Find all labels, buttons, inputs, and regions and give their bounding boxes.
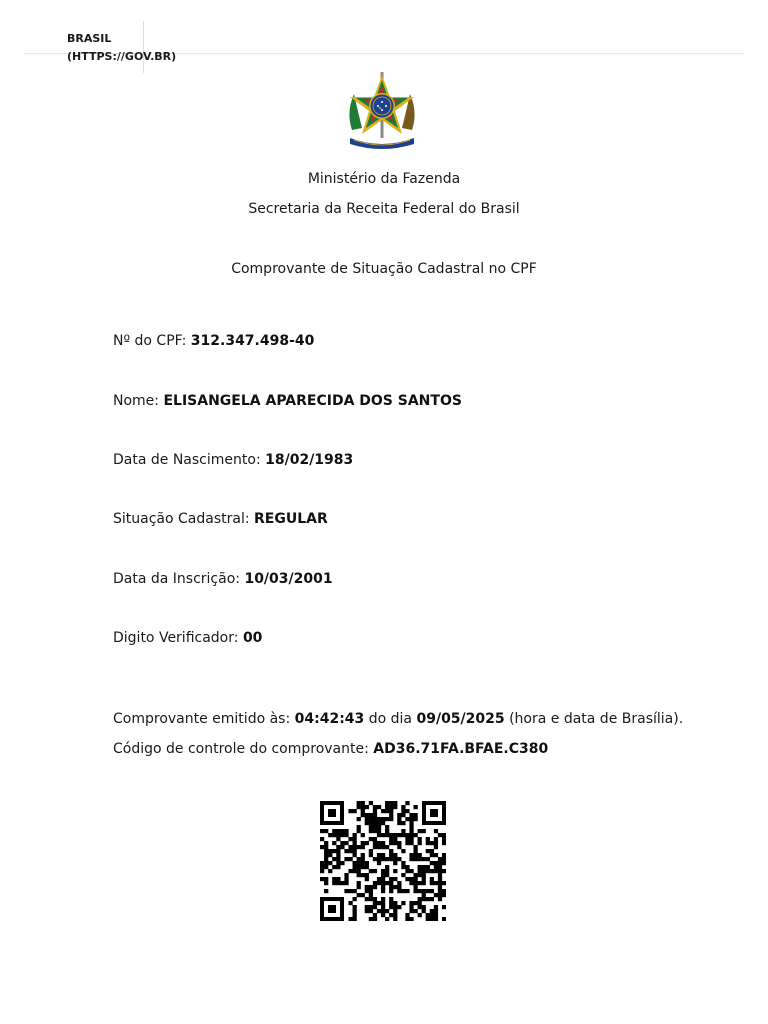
brand-url: (HTTPS://GOV.BR) bbox=[67, 50, 177, 63]
check-digit-field bbox=[113, 629, 262, 647]
birth-date-value: 18/02/1983 bbox=[265, 452, 354, 468]
qr-code-icon bbox=[320, 801, 446, 921]
emission-prefix: Comprovante emitido às: bbox=[113, 711, 291, 727]
registration-date-label: Data da Inscrição: bbox=[113, 571, 240, 587]
ministry-name: Ministério da Fazenda bbox=[307, 171, 461, 187]
document-title: Comprovante de Situação Cadastral no CPF bbox=[231, 261, 537, 277]
control-code-label: Código de controle do comprovante: bbox=[113, 741, 369, 757]
emission-time: 04:42:43 bbox=[294, 711, 365, 727]
registration-date-value: 10/03/2001 bbox=[244, 571, 333, 587]
status-label: Situação Cadastral: bbox=[113, 511, 250, 527]
check-digit-value: 00 bbox=[242, 630, 263, 646]
cpf-value: 312.347.498-40 bbox=[190, 333, 315, 349]
birth-date-label: Data de Nascimento: bbox=[113, 452, 261, 468]
registration-date-field bbox=[113, 570, 333, 588]
emission-date: 09/05/2025 bbox=[416, 711, 505, 727]
gov-br-link[interactable] bbox=[67, 30, 187, 66]
brazil-coat-of-arms-icon bbox=[344, 72, 420, 152]
name-value: ELISANGELA APARECIDA DOS SANTOS bbox=[163, 393, 462, 409]
status-value: REGULAR bbox=[254, 511, 328, 527]
check-digit-label: Digito Verificador: bbox=[113, 630, 239, 646]
cpf-field bbox=[113, 332, 314, 350]
emission-line bbox=[113, 710, 683, 728]
control-code-line bbox=[113, 740, 548, 758]
brand-name: BRASIL bbox=[67, 32, 112, 45]
status-field bbox=[113, 510, 328, 528]
emission-middle: do dia bbox=[368, 711, 413, 727]
name-label: Nome: bbox=[113, 393, 160, 409]
emission-suffix: (hora e data de Brasília). bbox=[509, 711, 684, 727]
secretariat-name: Secretaria da Receita Federal do Brasil bbox=[248, 201, 520, 217]
control-code-value: AD36.71FA.BFAE.C380 bbox=[373, 741, 549, 757]
cpf-label: Nº do CPF: bbox=[113, 333, 187, 349]
birth-date-field bbox=[113, 451, 353, 469]
name-field bbox=[113, 392, 462, 410]
